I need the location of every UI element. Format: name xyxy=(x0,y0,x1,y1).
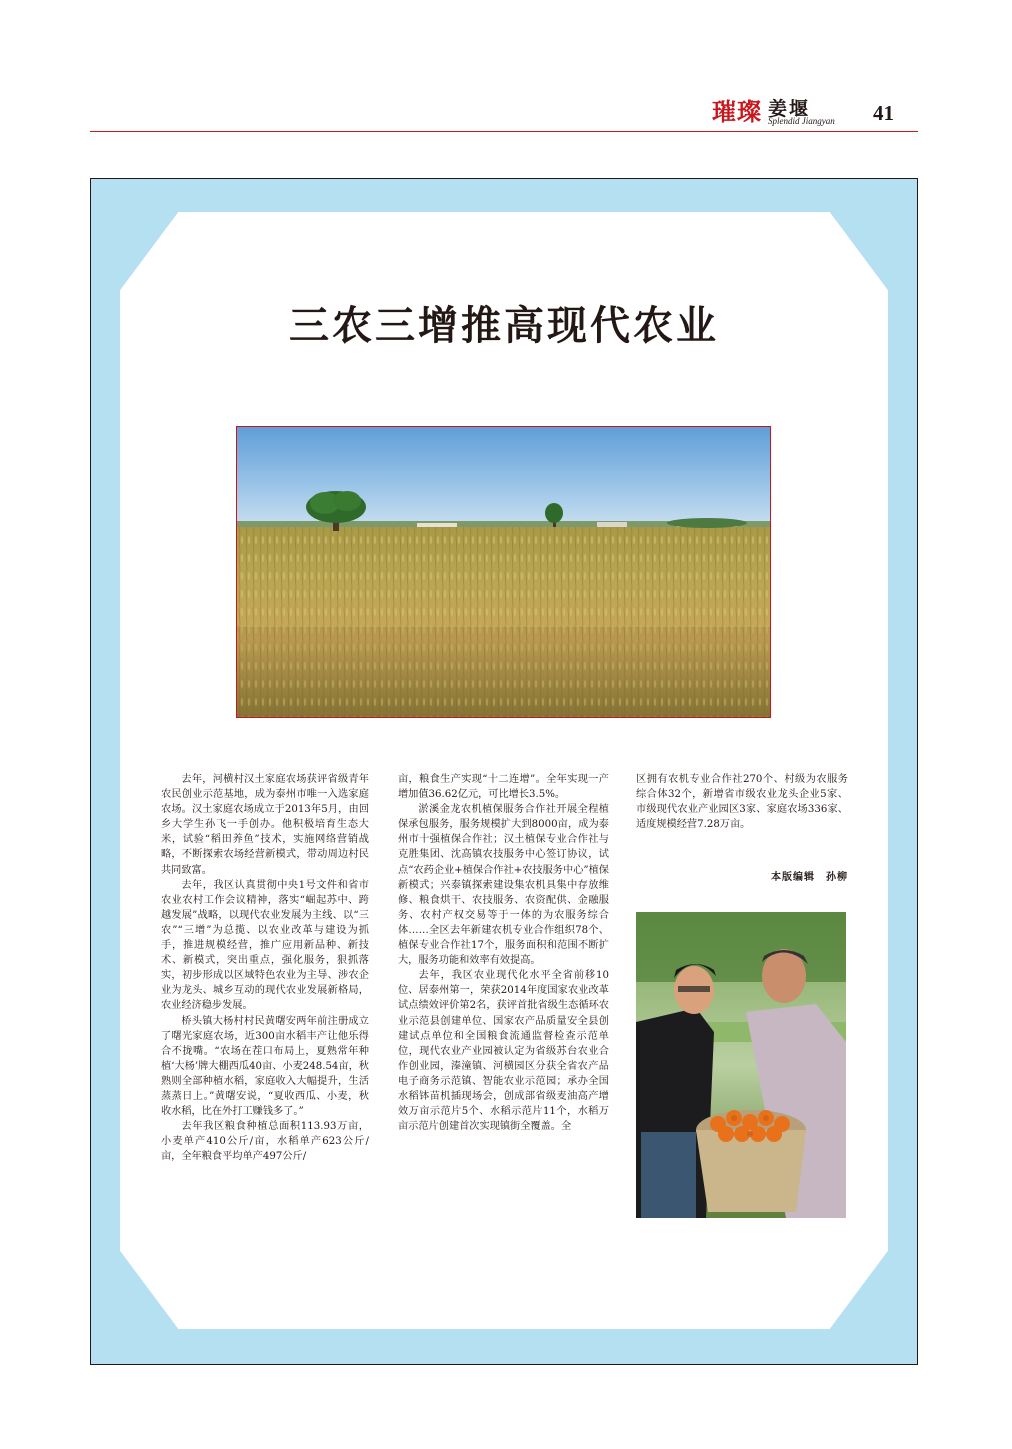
page-number: 41 xyxy=(873,101,894,125)
column-3-paragraph: 区拥有农机专业合作社270个、村级为农服务综合体32个，新增省市级农业龙头企业5家、市级现代农业产业园区3家、家庭农场336家、适度规模经营7.28万亩。 xyxy=(636,774,848,831)
editor-credit: 本版编辑 孙柳 xyxy=(771,872,848,883)
masthead-english: Splendid Jiangyan xyxy=(768,116,835,126)
masthead-title-red: 璀璨 xyxy=(712,97,762,126)
article-column-2 xyxy=(398,772,609,1134)
article-title: 三农三增推高现代农业 xyxy=(289,303,719,349)
column-1-paragraph: 去年我区粮食种植总面积113.93万亩，小麦单产410公斤/亩，水稻单产623公斤/亩，全年粮食平均单产497公斤/ xyxy=(161,1121,369,1163)
header-divider xyxy=(90,131,918,132)
farmers-harvest-photo xyxy=(636,912,846,1218)
column-2-paragraph: 淤溪金龙农机植保服务合作社开展全程植保承包服务，服务规模扩大到8000亩，成为泰州市十强植保合作社；汉土植保专业合作社与克胜集团、沈高镇农技服务中心签订协议，试点“农药企业+植保合作社+农技服务中心”植保新模式；兴泰镇探索建设集农机具集中存放维修、粮食烘干、农技服务、农资配供、金融服务、农村产权交易等于一体的为农服务综合体……全区去年新建农机专业合作组织78个、植保专业合作社17个，服务面积和范围不断扩大，服务功能和效率有效提高。 xyxy=(398,804,609,967)
column-1-paragraph: 桥头镇大杨村村民黄曙安两年前注册成立了曙光家庭农场，近300亩水稻丰产让他乐得合不拢嘴。“农场在茬口布局上，夏熟常年种植‘大杨’牌大棚西瓜40亩、小麦248.54亩，秋熟则全部种植水稻，家庭收入大幅提升，生活蒸蒸日上。”黄曙安说，“夏收西瓜、小麦，秋收水稻，比在外打工赚钱多了。” xyxy=(161,1015,369,1118)
article-column-3 xyxy=(636,772,848,832)
column-2-paragraph: 去年，我区农业现代化水平全省前移10位、居泰州第一，荣获2014年度国家农业改革试点绩效评价第2名，获评首批省级生态循环农业示范县创建单位、国家农产品质量安全县创建试点单位和全国粮食流通监督检查示范单位，现代农业产业园被认定为省级苏台农业合作创业园，溱潼镇、河横园区分获全省农产品电子商务示范镇、智能农业示范园；承办全国水稻钵苗机插现场会，创成部省级麦油高产增效万亩示范片5个、水稻示范片11个，水稻万亩示范片创建首次实现镇街全覆盖。全 xyxy=(398,970,609,1133)
column-2-paragraph: 亩，粮食生产实现“十二连增”。全年实现一产增加值36.62亿元，可比增长3.5%。 xyxy=(398,774,609,801)
article-column-1 xyxy=(161,772,369,1164)
column-1-paragraph: 去年，我区认真贯彻中央1号文件和省市农业农村工作会议精神，落实“崛起苏中、跨越发展”战略，以现代农业发展为主线、以“三农”“三增”为总揽、以农业改革与建设为抓手，推进规模经营，推广应用新品种、新技术、新模式，突出重点，强化服务，狠抓落实，初步形成以区域特色农业为主导、涉农企业为龙头、城乡互动的现代农业发展新格局，农业经济稳步发展。 xyxy=(161,879,369,1012)
wheat-field-photo xyxy=(236,426,771,718)
masthead-title-black: 姜堰 xyxy=(768,98,811,120)
column-1-paragraph: 去年，河横村汉土家庭农场获评省级青年农民创业示范基地，成为泰州市唯一入选家庭农场。汉土家庭农场成立于2013年5月，由回乡大学生孙飞一手创办。他积极培育生态大米，试验“稻田养鱼”技术，实施网络营销战略，不断探索农场经营新模式，带动周边村民共同致富。 xyxy=(161,774,369,876)
